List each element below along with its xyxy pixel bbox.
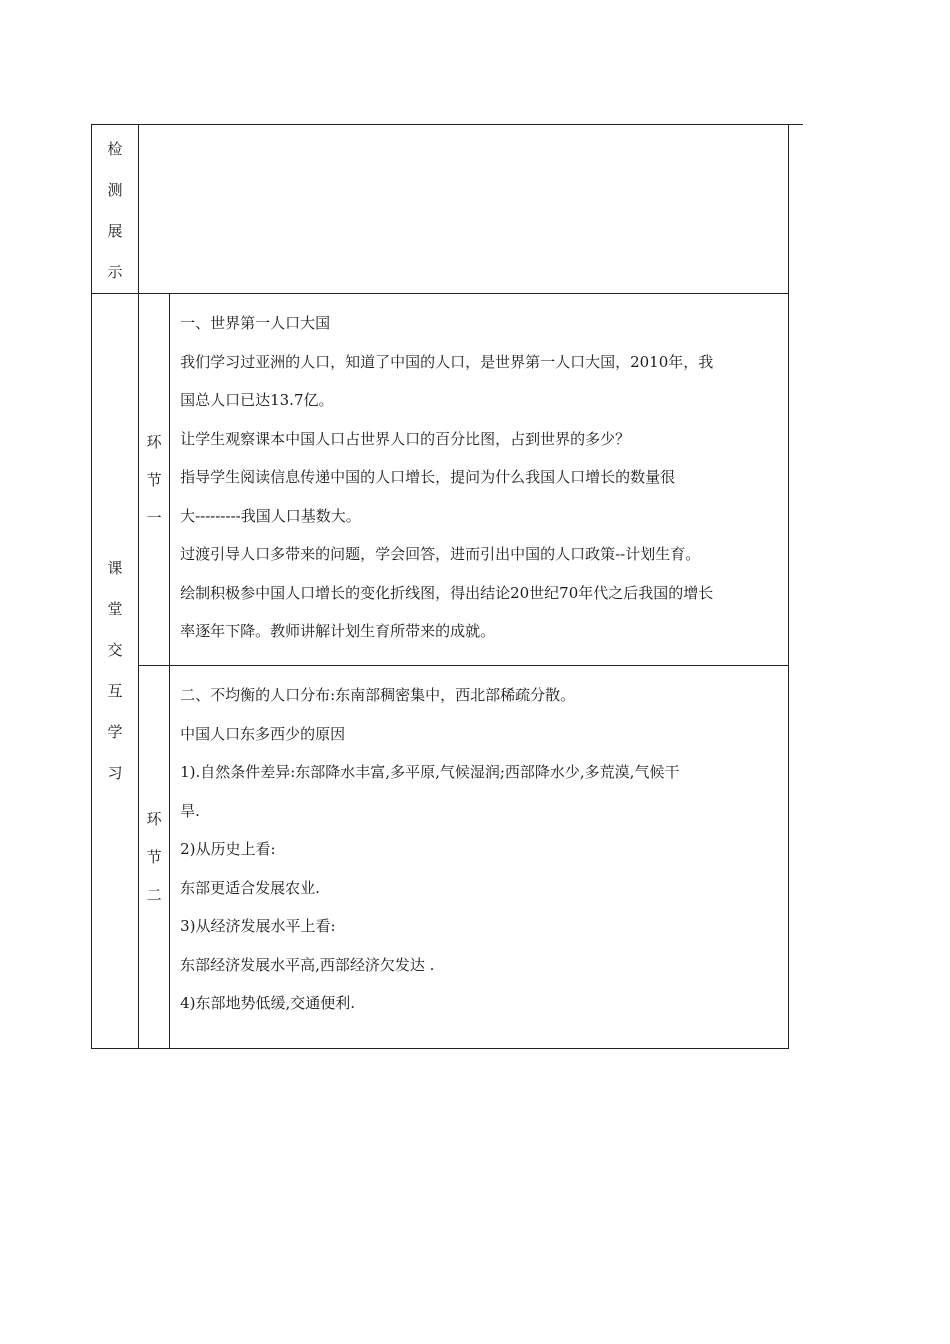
text-line: 国总人口已达13.7亿。 bbox=[180, 391, 334, 409]
stage2-row bbox=[92, 666, 789, 1049]
stage1-row bbox=[92, 294, 789, 666]
label-char: 堂 bbox=[107, 600, 123, 618]
label-char: 二 bbox=[146, 886, 162, 904]
text-line: 绘制积极参中国人口增长的变化折线图，得出结论20世纪70年代之后我国的增长 bbox=[180, 583, 714, 602]
lesson-plan-table bbox=[91, 124, 789, 1049]
label-char: 测 bbox=[107, 181, 123, 199]
text-line: 1).自然条件差异:东部降水丰富,多平原,气候湿润;西部降水少,多荒漠,气候干 bbox=[180, 763, 680, 781]
table-edge-tick bbox=[789, 124, 803, 125]
text-line: 4)东部地势低缓,交通便利. bbox=[180, 994, 356, 1012]
text-line: 我们学习过亚洲的人口，知道了中国的人口，是世界第一人口大国，2010年，我 bbox=[180, 352, 714, 371]
label-char: 习 bbox=[107, 764, 123, 782]
label-char: 环 bbox=[146, 432, 162, 451]
check-display-row bbox=[92, 125, 789, 294]
label-char: 示 bbox=[107, 263, 123, 281]
text-line: 中国人口东多西少的原因 bbox=[180, 724, 346, 743]
label-char: 检 bbox=[107, 140, 123, 158]
label-char: 一 bbox=[146, 508, 162, 527]
label-char: 环 bbox=[146, 810, 162, 828]
text-line: 大---------我国人口基数大。 bbox=[180, 506, 361, 525]
label-char: 展 bbox=[107, 222, 123, 240]
text-line: 东部更适合发展农业. bbox=[180, 878, 320, 897]
text-line: 率逐年下降。教师讲解计划生育所带来的成就。 bbox=[180, 622, 496, 640]
label-char: 节 bbox=[146, 470, 162, 489]
section-heading: 一、世界第一人口大国 bbox=[180, 314, 331, 332]
text-line: 指导学生阅读信息传递中国的人口增长，提问为什么我国人口增长的数量很 bbox=[180, 468, 676, 486]
stage1-content bbox=[170, 294, 789, 666]
label-char: 学 bbox=[107, 723, 123, 741]
class-interaction-label bbox=[92, 294, 139, 1049]
stage2-content bbox=[170, 666, 789, 1049]
check-display-label bbox=[92, 125, 139, 294]
stage2-label bbox=[139, 666, 170, 1049]
check-display-content bbox=[139, 125, 789, 294]
text-line: 东部经济发展水平高,西部经济欠发达 . bbox=[180, 955, 435, 974]
label-char: 互 bbox=[107, 682, 123, 700]
label-char: 节 bbox=[146, 848, 162, 866]
stage1-label bbox=[139, 294, 170, 666]
section-heading: 二、不均衡的人口分布:东南部稠密集中，西北部稀疏分散。 bbox=[180, 686, 576, 704]
text-line: 旱. bbox=[180, 801, 200, 820]
text-line: 3)从经济发展水平上看: bbox=[180, 917, 336, 935]
text-line: 2)从历史上看: bbox=[180, 840, 276, 858]
text-line: 过渡引导人口多带来的问题，学会回答，进而引出中国的人口政策--计划生育。 bbox=[180, 545, 701, 563]
text-line: 让学生观察课本中国人口占世界人口的百分比图，占到世界的多少？ bbox=[180, 429, 631, 448]
label-char: 课 bbox=[107, 559, 123, 577]
label-char: 交 bbox=[107, 641, 123, 659]
